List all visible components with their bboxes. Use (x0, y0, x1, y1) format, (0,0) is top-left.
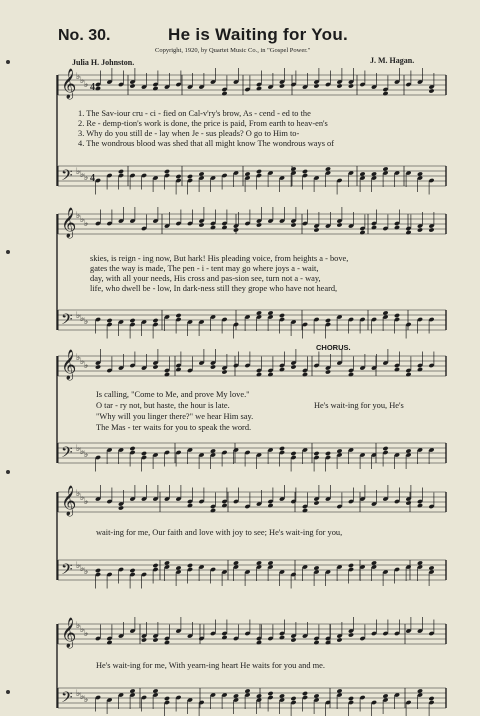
note-head (256, 86, 262, 91)
flat-icon: ♭ (80, 691, 85, 701)
time-signature: 4 (90, 82, 95, 93)
flat-icon: ♭ (80, 313, 85, 323)
verse-line: "Why will you linger there?" we hear Him say. (96, 412, 254, 421)
note-head (325, 451, 331, 456)
flat-icon: ♭ (76, 443, 81, 453)
note-head (129, 318, 135, 323)
verse-line: 1. The Sav-iour cru - ci - fied on Cal-v'ry's brow, As - cend - ed to the (78, 109, 311, 118)
note-head (371, 225, 377, 230)
chorus-line: He's wait-ing for you, He's (314, 401, 404, 410)
note-head (267, 372, 273, 377)
note-head (290, 696, 296, 701)
flat-icon: ♭ (84, 172, 89, 182)
flat-icon: ♭ (84, 218, 89, 228)
note-head (336, 637, 342, 642)
bass-clef-icon: 𝄢 (61, 561, 73, 582)
note-head (279, 446, 285, 451)
flat-icon: ♭ (84, 79, 89, 89)
note-head (325, 369, 331, 374)
note-head (95, 86, 101, 91)
note-head (405, 372, 411, 377)
note-head (95, 364, 101, 369)
treble-clef-icon: 𝄞 (61, 69, 77, 99)
bass-clef-icon: 𝄢 (61, 689, 73, 710)
note-head (164, 169, 170, 174)
verse-line: 3. Why do you still de - lay when Je - sus pleads? O go to Him to- (78, 129, 300, 138)
note-head (164, 640, 170, 645)
note-head (428, 88, 434, 93)
note-head (302, 169, 308, 174)
note-head (106, 318, 112, 323)
note-head (348, 632, 354, 637)
note-head (302, 372, 308, 377)
note-head (187, 563, 193, 568)
note-head (313, 451, 319, 456)
flat-icon: ♭ (80, 563, 85, 573)
note-head (256, 640, 262, 645)
note-head (428, 696, 434, 701)
note-head (129, 83, 135, 88)
composer-credit: J. M. Hagan. (370, 56, 415, 65)
flat-icon: ♭ (76, 352, 81, 362)
note-head (256, 222, 262, 227)
note-head (313, 640, 319, 645)
note-head (164, 696, 170, 701)
note-head (210, 364, 216, 369)
flat-icon: ♭ (80, 492, 85, 502)
verse-line: day, with all your needs, His cross and pas-sion see, turn not a - way, (90, 274, 321, 283)
verse-line: life, who dwell be - low, In dark-ness still they grope who have not heard, (90, 284, 338, 293)
chorus-line: He's wait-ing for me, With yearn-ing heart He waits for you and me. (96, 661, 325, 670)
note-head (290, 637, 296, 642)
treble-clef-icon: 𝄞 (61, 350, 77, 380)
note-head (141, 451, 147, 456)
flat-icon: ♭ (84, 628, 89, 638)
flat-icon: ♭ (76, 560, 81, 570)
note-head (302, 691, 308, 696)
note-head (325, 318, 331, 323)
note-head (152, 637, 158, 642)
flat-icon: ♭ (84, 496, 89, 506)
note-head (417, 367, 423, 372)
note-head (394, 367, 400, 372)
note-head (210, 508, 216, 513)
bass-clef-icon: 𝄢 (61, 444, 73, 465)
flat-icon: ♭ (80, 169, 85, 179)
note-head (221, 503, 227, 508)
verse-line: O tar - ry not, but haste, the hour is late. (96, 401, 230, 410)
note-head (129, 568, 135, 573)
note-head (164, 372, 170, 377)
note-head (152, 86, 158, 91)
note-head (95, 568, 101, 573)
flat-icon: ♭ (84, 449, 89, 459)
note-head (417, 227, 423, 232)
note-head (175, 313, 181, 318)
note-head (348, 372, 354, 377)
author-credit: Julia H. Johnston. (72, 58, 135, 67)
flat-icon: ♭ (84, 694, 89, 704)
note-head (348, 696, 354, 701)
note-head (256, 372, 262, 377)
verse-line: Is calling, "Come to Me, and prove My love." (96, 390, 250, 399)
note-head (417, 503, 423, 508)
flat-icon: ♭ (80, 446, 85, 456)
flat-icon: ♭ (76, 310, 81, 320)
note-head (348, 563, 354, 568)
note-head (313, 500, 319, 505)
treble-clef-icon: 𝄞 (61, 208, 77, 238)
note-head (394, 313, 400, 318)
verse-line: 4. The wondrous blood was shed that all might know The wondrous ways of (78, 139, 335, 148)
verse-line: The Mas - ter waits for you to speak the word. (96, 423, 252, 432)
note-head (221, 225, 227, 230)
note-head (279, 83, 285, 88)
note-head (118, 505, 124, 510)
chorus-label: CHORUS. (316, 343, 351, 352)
treble-clef-icon: 𝄞 (61, 486, 77, 516)
bass-clef-icon: 𝄢 (61, 167, 73, 188)
note-head (279, 635, 285, 640)
note-head (175, 367, 181, 372)
note-head (221, 91, 227, 96)
note-head (129, 446, 135, 451)
note-head (405, 500, 411, 505)
verse-line: 2. Re - demp-tion's work is done, the price is paid, From earth to heav-en's (78, 119, 328, 128)
note-head (210, 225, 216, 230)
note-head (290, 364, 296, 369)
note-head (336, 83, 342, 88)
flat-icon: ♭ (76, 71, 81, 81)
treble-clef-icon: 𝄞 (61, 618, 77, 648)
note-head (233, 227, 239, 232)
note-head (267, 503, 273, 508)
note-head (313, 227, 319, 232)
note-head (382, 91, 388, 96)
flat-icon: ♭ (76, 688, 81, 698)
time-signature: 4 (90, 173, 95, 184)
note-head (152, 318, 158, 323)
flat-icon: ♭ (80, 75, 85, 85)
note-head (302, 508, 308, 513)
note-head (175, 174, 181, 179)
flat-icon: ♭ (76, 210, 81, 220)
note-head (290, 222, 296, 227)
note-head (256, 169, 262, 174)
verse-line: gates the way is made, The pen - i - tent may go where joys a - wait, (90, 264, 319, 273)
bass-clef-icon: 𝄢 (61, 311, 73, 332)
note-head (279, 313, 285, 318)
flat-icon: ♭ (76, 620, 81, 630)
note-head (267, 691, 273, 696)
note-head (106, 640, 112, 645)
note-head (290, 451, 296, 456)
note-head (359, 230, 365, 235)
note-head (198, 222, 204, 227)
flat-icon: ♭ (76, 166, 81, 176)
note-head (336, 222, 342, 227)
verse-line: skies, is reign - ing now, But hark! His pleading voice, from heights a - bove, (90, 254, 349, 263)
note-head (187, 174, 193, 179)
hymn-title: He is Waiting for You. (168, 25, 349, 44)
note-head (221, 635, 227, 640)
note-head (313, 83, 319, 88)
note-head (118, 169, 124, 174)
note-head (152, 364, 158, 369)
flat-icon: ♭ (80, 624, 85, 634)
flat-icon: ♭ (84, 566, 89, 576)
note-head (405, 230, 411, 235)
note-head (382, 446, 388, 451)
flat-icon: ♭ (80, 356, 85, 366)
note-head (221, 369, 227, 374)
flat-icon: ♭ (80, 214, 85, 224)
flat-icon: ♭ (84, 360, 89, 370)
chorus-line: wait-ing for me, Our faith and love with joy to see; He's wait-ing for you, (96, 528, 343, 537)
note-head (348, 83, 354, 88)
note-head (187, 503, 193, 508)
flat-icon: ♭ (84, 316, 89, 326)
note-head (428, 227, 434, 232)
copyright-line: Copyright, 1920, by Quartet Music Co., in "Gospel Power." (155, 47, 311, 54)
hymn-number: No. 30. (58, 27, 111, 44)
flat-icon: ♭ (76, 488, 81, 498)
note-head (152, 563, 158, 568)
note-head (279, 367, 285, 372)
note-head (141, 637, 147, 642)
note-head (394, 225, 400, 230)
